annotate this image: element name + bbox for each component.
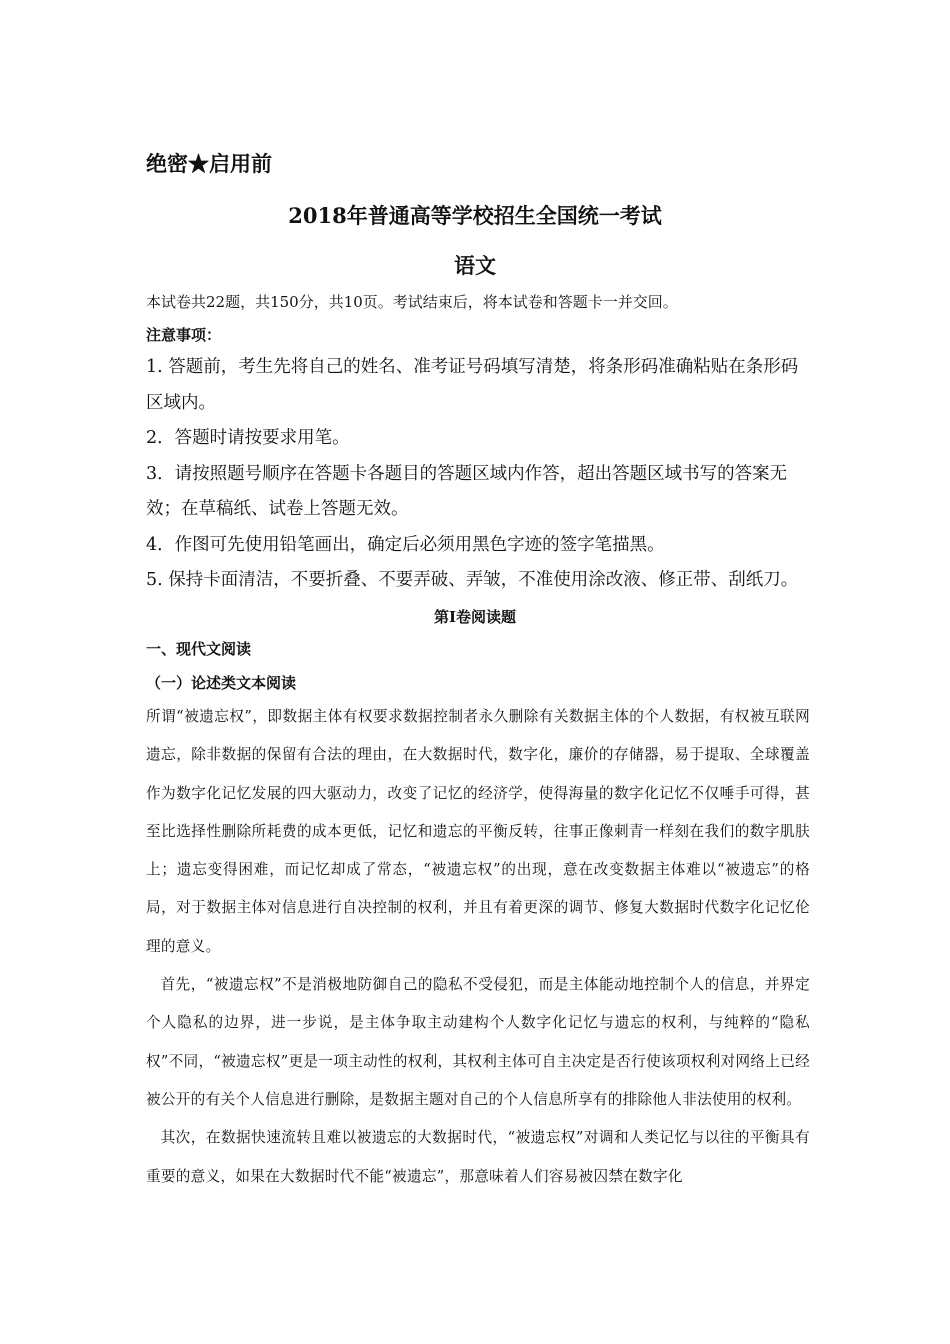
exam-intro: 本试卷共22题，共150分，共10页。考试结束后，将本试卷和答题卡一并交回。 [146,293,678,311]
note-item: 4．作图可先使用铅笔画出，确定后必须用黑色字迹的签字笔描黑。 [146,534,665,555]
secret-mark: 绝密★启用前 [146,151,272,176]
note-item: 2．答题时请按要求用笔。 [146,428,350,448]
subject-title: 语文 [454,253,496,278]
section-heading: 一、现代文阅读 [146,640,252,658]
notes-heading: 注意事项： [146,326,222,344]
notes-list [146,350,811,599]
note-item: 3．请按照题号顺序在答题卡各题目的答题区域内作答，超出答题区域书写的答案无效；在草稿纸、试卷上答题无效。 [146,463,788,519]
passage-paragraph: 首先，“被遗忘权”不是消极地防御自己的隐私不受侵犯，而是主体能动地控制个人的信息，并界定个人隐私的边界，进一步说，是主体争取主动建构个人数字化记忆与遗忘的权利，与纯粹的“隐私权”不同，“被遗忘权”更是一项主动性的权利，其权利主体可自主决定是否行使该项权利对网络上已经被公开的有关个人信息进行删除，是数据主题对自己的个人信息所享有的排除他人非法使用的权利。 [146,976,810,1108]
reading-passage [146,698,810,1196]
passage-paragraph: 所谓“被遗忘权”，即数据主体有权要求数据控制者永久删除有关数据主体的个人数据，有权被互联网遗忘，除非数据的保留有合法的理由，在大数据时代，数字化，廉价的存储器，易于提取、全球覆盖作为数字化记忆发展的四大驱动力，改变了记忆的经济学，使得海量的数字化记忆不仅唾手可得，甚至比选择性删除所耗费的成本更低，记忆和遗忘的平衡反转，往事正像刺青一样刻在我们的数字肌肤上；遗忘变得困难，而记忆却成了常态，“被遗忘权”的出现，意在改变数据主体难以“被遗忘”的格局，对于数据主体对信息进行自决控制的权利，并且有着更深的调节、修复大数据时代数字化记忆伦理的意义。 [146,708,810,955]
note-item: 1. 答题前，考生先将自己的姓名、准考证号码填写清楚，将条形码准确粘贴在条形码区域内。 [146,357,799,413]
part-title: 第Ⅰ卷阅读题 [433,608,517,626]
exam-title: 2018年普通高等学校招生全国统一考试 [288,203,662,228]
subsection-heading: （一）论述类文本阅读 [146,674,297,692]
note-item: 5. 保持卡面清洁，不要折叠、不要弄破、弄皱，不准使用涂改液、修正带、刮纸刀。 [146,570,799,590]
passage-paragraph: 其次，在数据快速流转且难以被遗忘的大数据时代，“被遗忘权”对调和人类记忆与以往的平衡具有重要的意义，如果在大数据时代不能“被遗忘”，那意味着人们容易被囚禁在数字化 [146,1129,810,1185]
